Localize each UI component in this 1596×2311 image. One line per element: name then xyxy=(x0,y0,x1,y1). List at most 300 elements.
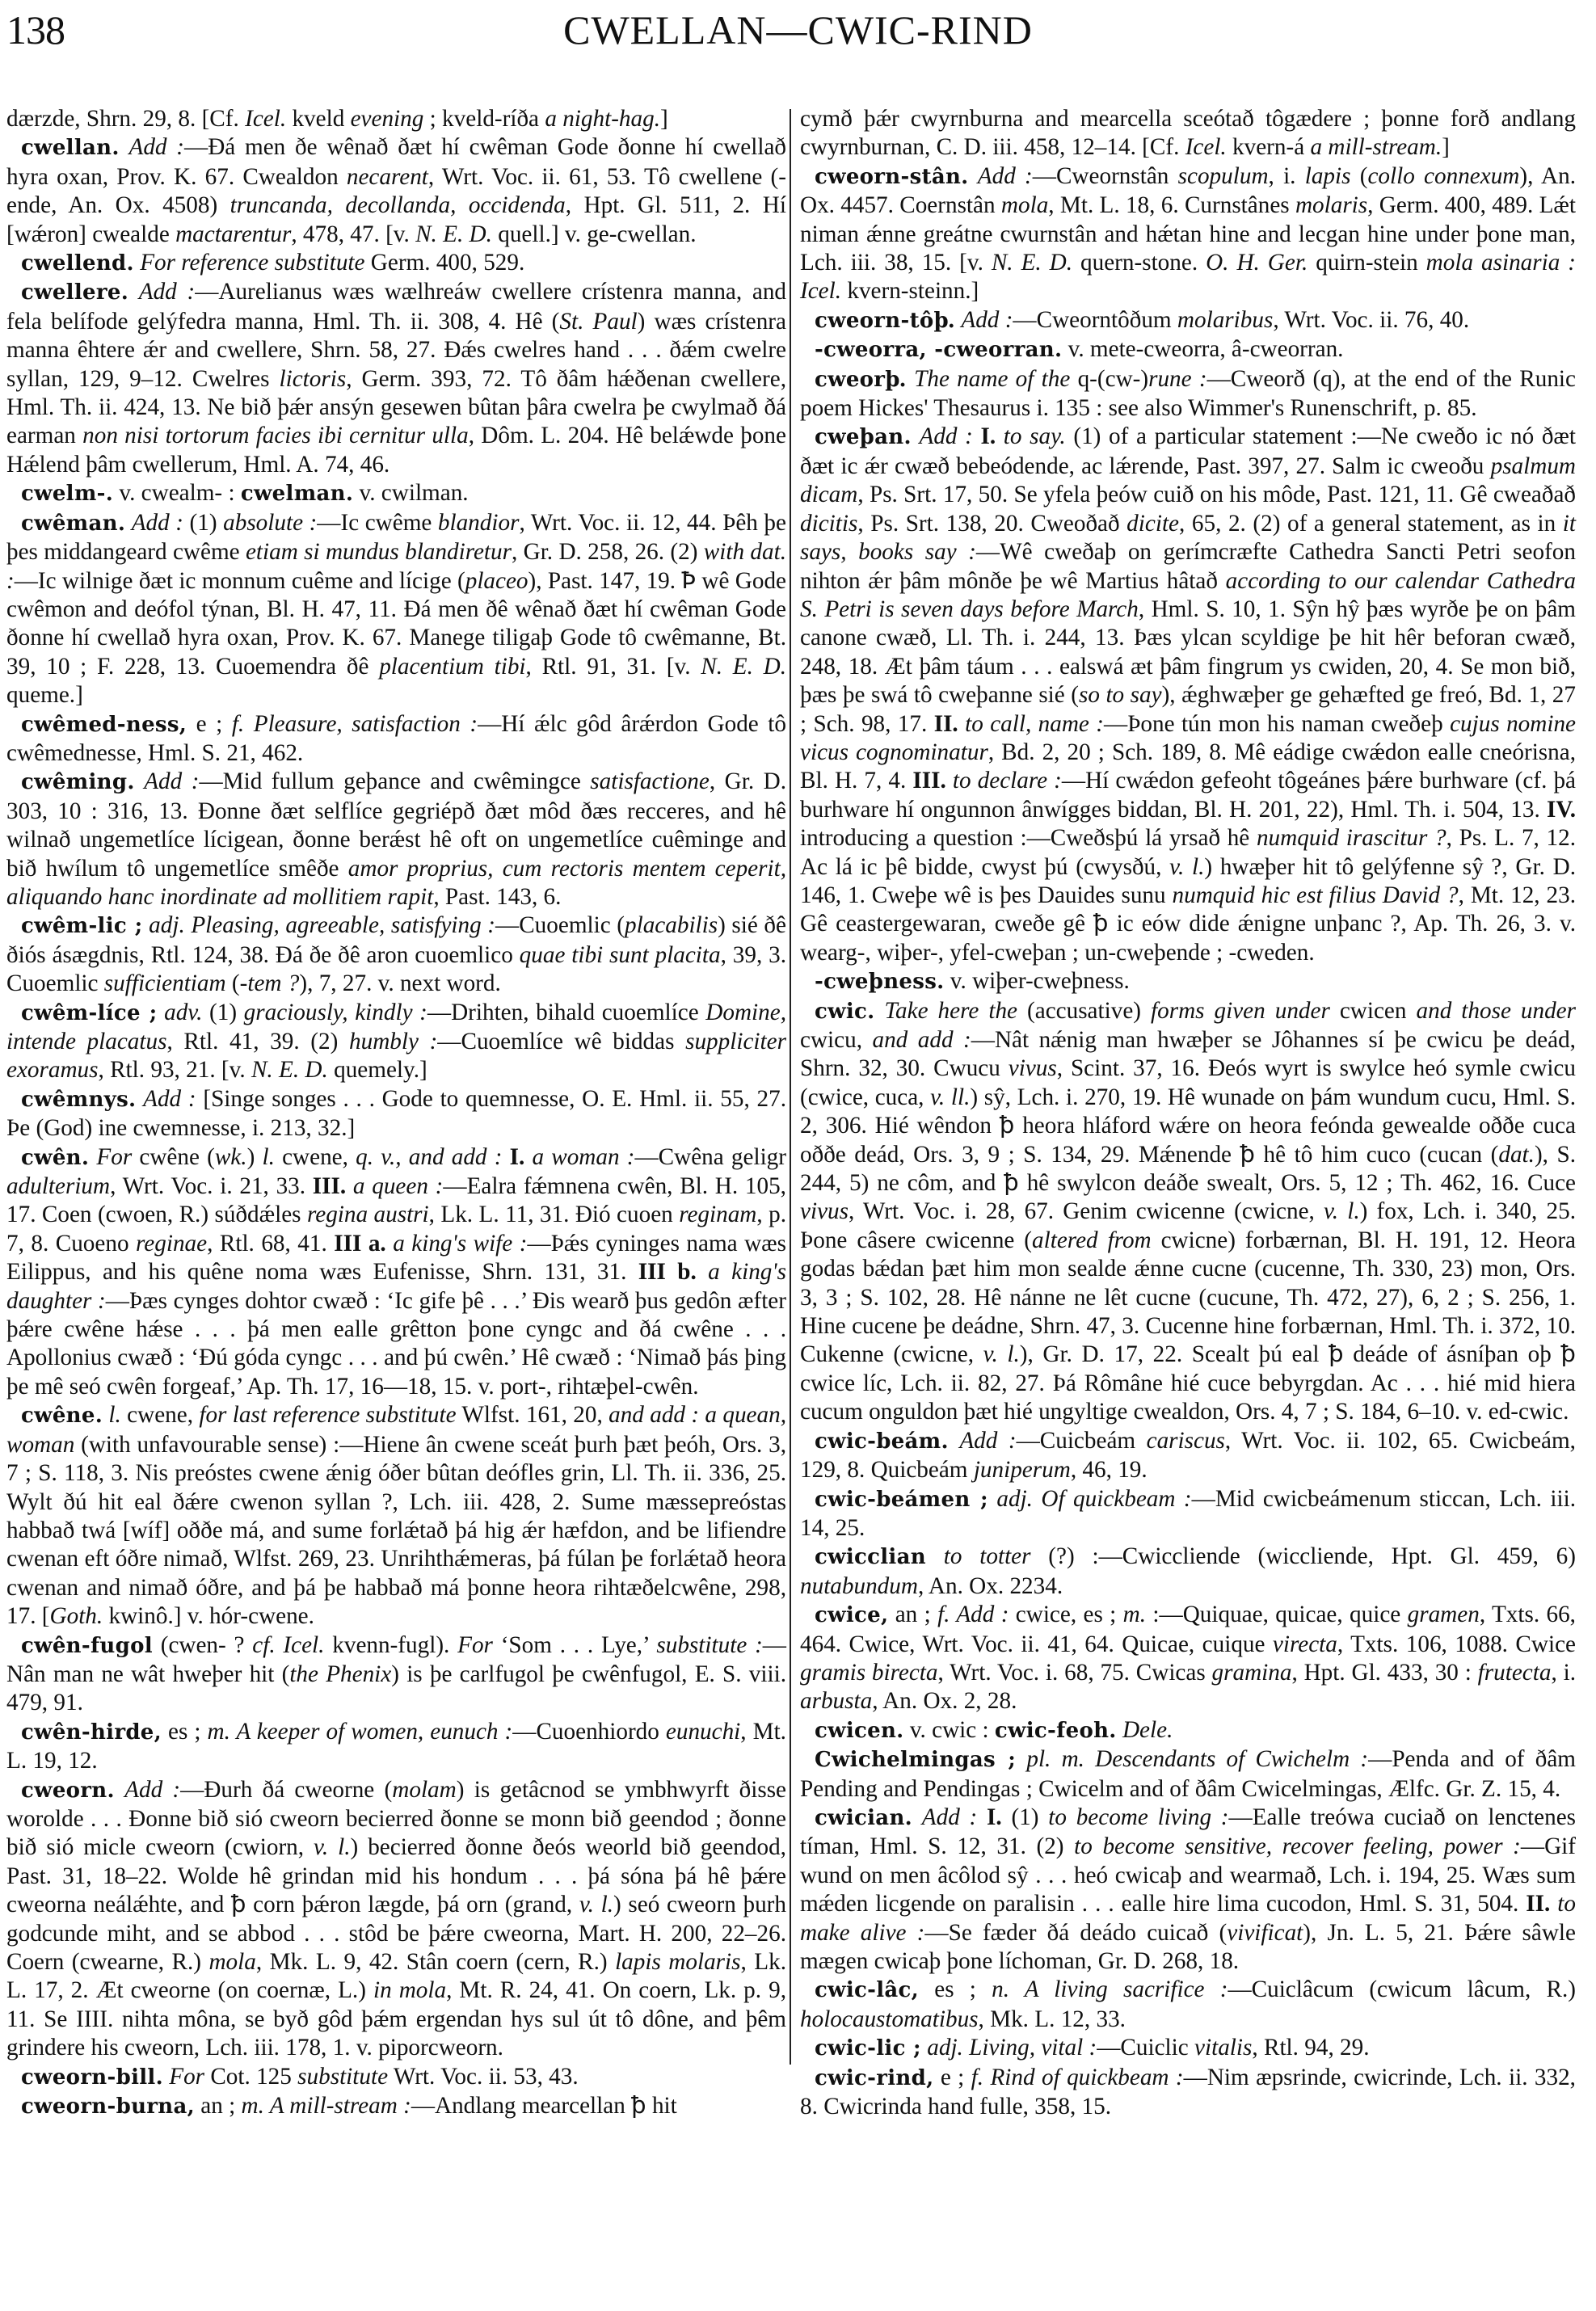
italic-text: f. Rind of quickbeam : xyxy=(971,2064,1184,2090)
italic-text: evening xyxy=(350,106,424,132)
headword: cwellan. xyxy=(21,136,120,161)
entry-text: , Lk. L. 17, 2. Æt cweorne (on coernæ, L.) xyxy=(6,1949,786,2004)
entry-text: v. mete-cweorra, â-cweorran. xyxy=(1062,336,1344,363)
italic-text: q. v., and add : xyxy=(356,1143,503,1170)
headword: cwêmed-ness, xyxy=(21,712,187,737)
entry-text xyxy=(907,366,914,392)
dictionary-entry xyxy=(800,423,1576,967)
entry-text: ) becierred ðonne ðeós weorld bið geendod, Past. 31, 18–22. Wolde hê grindan mid his hondum . . . þá sóna þá hê þǽre cweorna neálǽhte, and ꝥ corn þǽron lægde, þá orn (grand, xyxy=(6,1834,786,1918)
entry-text: quern-stone. xyxy=(1072,250,1206,276)
entry-text: cwicu, xyxy=(800,1027,873,1053)
italic-text: gramen xyxy=(1407,1602,1480,1628)
italic-text: v. l. xyxy=(1323,1198,1360,1225)
italic-text: pl. m. Descendants of Cwichelm : xyxy=(1026,1746,1369,1773)
italic-text: vivificat xyxy=(1227,1919,1303,1946)
headword: cwicclian xyxy=(815,1545,926,1570)
headword: cweorn-stân. xyxy=(815,164,969,189)
headword: cwêman. xyxy=(21,511,126,536)
entry-text: —Cuicbeám xyxy=(1016,1427,1147,1454)
dictionary-entry xyxy=(6,2063,786,2092)
italic-text: The name of the xyxy=(914,365,1071,392)
italic-text: to become sensitive, recover feeling, power : xyxy=(1074,1833,1521,1860)
entry-text: (1) of a particular statement :—Ne cweðo ic nó ðæt ðæt ic ǽr cwæð bebeódende, ac lǽrende, Past. 397, 27. Salm ic cweoðu xyxy=(800,423,1576,479)
italic-text: forms given under xyxy=(1151,997,1330,1024)
italic-text: eunuchi xyxy=(665,1718,741,1745)
italic-text: etiam si mundus blandiretur xyxy=(245,539,512,566)
entry-text: —Þæs cynges dohtor cwæð : ‘Ic gife þê . . .’ Ðis wearð þus gedôn æfter þǽre cwêne hǽse . . . þá men ealle grêtton þone cyngc and ðá cwêne . . . Apollonius cwæð : ‘Ðú góda cyngc . . . and þú cwên.’ Hê cwæð : ‘Nimað þás þing þe mê seó cwên forgeaf,’ Ap. Th. 17, 16—18, 15. v. port-, rihtæþel-cwên. xyxy=(6,1287,786,1400)
sense-number: II. xyxy=(1526,1891,1551,1917)
entry-text: —Cuiclâcum (cwicum lâcum, R.) xyxy=(1228,1976,1576,2003)
headword: cwelm-. xyxy=(21,482,114,507)
italic-text: mola xyxy=(208,1949,256,1975)
italic-text: virecta xyxy=(1272,1631,1337,1657)
entry-text: v. cwealm- : xyxy=(113,480,241,507)
sense-number: II. xyxy=(933,710,958,737)
entry-text: ), Gr. D. 17, 22. Scealt þú eal ꝥ deáde of ásníþan oþ ꝥ cwice líc, Lch. ii. 82, 27. Þá Rômâne hié cuce bebyrgdan. Ac . . . hié mid hiera cucum onguldon þæt hié ungyltige cwealdon, Ors. 4, 7 ; S. 184, 6–10. v. ed-cwic. xyxy=(800,1341,1577,1425)
entry-text: , Wrt. Voc. i. 28, 67. Genim cwicenne (cwicne, xyxy=(848,1198,1324,1225)
italic-text: N. E. D. xyxy=(701,653,787,680)
entry-text: dærzde, Shrn. 29, 8. [Cf. xyxy=(6,106,246,132)
entry-text: , Gr. D. 258, 26. (2) xyxy=(511,539,704,566)
entry-text: cwicen xyxy=(1329,997,1417,1024)
italic-text: necarent xyxy=(346,163,428,190)
italic-text: in mola xyxy=(373,1977,447,2004)
italic-text: dat. xyxy=(1498,1141,1535,1168)
italic-text: and those under xyxy=(1416,997,1576,1024)
headword: cwic. xyxy=(815,999,875,1024)
italic-text: m. A keeper of women, eunuch : xyxy=(207,1718,513,1745)
entry-text: cwene, xyxy=(120,1402,200,1429)
dictionary-entry xyxy=(800,306,1576,335)
italic-text: truncanda, decollanda, occidenda xyxy=(230,192,566,219)
italic-text: vivus xyxy=(1008,1055,1057,1082)
entry-text xyxy=(346,1173,353,1199)
italic-text: to say. xyxy=(1003,423,1066,450)
italic-text: For xyxy=(169,2063,205,2090)
dictionary-entry xyxy=(800,1427,1576,1485)
entry-text: , 65, 2. (2) of a general statement, as in xyxy=(1179,510,1563,537)
dictionary-entry xyxy=(6,278,786,479)
entry-text xyxy=(969,163,978,189)
entry-text: —Cuoemlic ( xyxy=(495,912,625,939)
entry-text xyxy=(958,711,965,737)
entry-text xyxy=(502,1144,509,1170)
italic-text: to declare : xyxy=(952,768,1062,794)
italic-text: f. Pleasure, satisfaction : xyxy=(231,710,478,737)
headword: cwêne. xyxy=(21,1404,103,1429)
entry-text: ) is þe carlfugol þe cwênfugol, E. S. viii. 479, 91. xyxy=(6,1661,787,1716)
entry-text: ) is getâcnod se ymbhwyrft ðisse worolde . . . Ðonne bið sió cweorn becierred ðonne se monn bið geendod ; ðonne bið sió micle cweorn (cwiorn, xyxy=(6,1776,787,1861)
entry-text: —Aurelianus wæs wælhreáw cwellere crístenra manna, and fela belífode gelýfedra manna, Hml. Th. ii. 308, 4. Hê ( xyxy=(6,279,787,335)
entry-text: , Mk. L. 12, 33. xyxy=(978,2006,1126,2032)
headword: -cweorra, -cweorran. xyxy=(815,338,1063,363)
headword: cwelman. xyxy=(240,482,354,507)
headword: cwêm-líce ; xyxy=(21,1000,158,1025)
italic-text: juniperum xyxy=(973,1457,1071,1484)
italic-text: m. A mill-stream : xyxy=(241,2093,411,2119)
entry-text: , Mt. 12, 23. Gê ceastergewaran, cweðe gê ꝥ ic eów dide ǽnigne unþanc ?, Ap. Th. 26, 3. v. wearg-, wiþer-, yfel-cweþan ; un-cweþende ; -cweden. xyxy=(800,882,1577,966)
entry-text: kwinô.] v. hór-cwene. xyxy=(103,1603,314,1630)
entry-text: an ; xyxy=(194,2093,242,2119)
entry-text: —Hí cwǽdon gefeoht tôgeánes þǽre burhware (cf. þá burhware hí ongunnon ânwígges biddan, Bl. H. 201, 22), Hml. Th. i. 504, 13. xyxy=(800,768,1577,823)
italic-text: reginam xyxy=(679,1202,757,1228)
dictionary-entry xyxy=(800,1543,1576,1601)
entry-text: , Germ. 400, 489. Lǽt niman ǽnne greátne cwurnstân and hǽtan hine and lecgan hine under þone man, Lch. iii. 38, 15. [v. xyxy=(800,192,1576,276)
italic-text: placentium tibi xyxy=(379,653,526,680)
italic-text: Add : xyxy=(961,306,1013,333)
italic-text: blandior xyxy=(437,509,520,536)
italic-text: quae tibi sunt placita xyxy=(519,941,721,968)
dictionary-entry xyxy=(6,249,786,278)
entry-text: cwêne ( xyxy=(132,1143,215,1170)
headword: cwên-hirde, xyxy=(21,1720,162,1745)
dictionary-entry xyxy=(6,911,786,998)
entry-text xyxy=(912,1804,922,1830)
entry-text: , Rtl. 91, 31. [v. xyxy=(525,653,701,680)
headword: cwellend. xyxy=(21,251,134,276)
italic-text: vivus xyxy=(800,1198,849,1225)
italic-text: Icel. xyxy=(1185,134,1227,161)
entry-text: v. cwic : xyxy=(903,1716,995,1743)
dictionary-entry xyxy=(6,1401,786,1631)
entry-text: ), S. 244, 5) ne côm, and ꝥ hê swylcon deáðe swealt, Ors. 5, 12 ; Th. 462, 16. Cuce xyxy=(800,1141,1577,1197)
italic-text: a queen : xyxy=(352,1173,444,1200)
entry-text: —Cuiclic xyxy=(1097,2035,1195,2061)
italic-text: sufficientiam xyxy=(103,970,226,997)
sense-number: III. xyxy=(912,768,946,794)
dictionary-entry xyxy=(6,1631,786,1718)
entry-text: —Nât nǽnig man hwæþer se Jôhannes sí þe cwicu þe deád, Shrn. 32, 30. Cwucu xyxy=(800,1027,1576,1082)
entry-text: , Wrt. Voc. ii. 12, 44. Þêh þe þes middangeard cwême xyxy=(6,509,786,566)
entry-text: , Ps. Srt. 138, 20. Cweoðað xyxy=(857,510,1127,537)
dictionary-entry xyxy=(800,997,1576,1427)
italic-text: a king's daughter : xyxy=(6,1259,786,1314)
entry-text: kvern-á xyxy=(1226,134,1311,161)
headword: cwic-rind, xyxy=(815,2065,934,2090)
entry-text: , 46, 19. xyxy=(1070,1457,1148,1484)
entry-text: quell.] v. ge-cwellan. xyxy=(491,221,697,247)
italic-text: mola xyxy=(1000,192,1049,219)
dictionary-entry xyxy=(6,999,786,1085)
entry-text: , Lk. L. 11, 31. Ðió cuoen xyxy=(428,1202,680,1228)
italic-text: Dele. xyxy=(1122,1716,1173,1743)
italic-text: mola asinaria : Icel. xyxy=(800,250,1577,305)
entry-text: —Hí ǽlc gôd ârǽrdon Gode tô cwêmednesse, Hml. S. 21, 462. xyxy=(6,710,786,766)
italic-text: molaris xyxy=(1295,192,1368,219)
entry-text: an ; xyxy=(888,1602,938,1628)
italic-text: For xyxy=(96,1143,133,1170)
headword: cweorþ. xyxy=(815,367,907,392)
italic-text: Add : xyxy=(144,768,200,795)
entry-text: , Mt. R. 24, 41. On coern, Lk. p. 9, 11. Se IIII. nihta môna, se byð gôd þǽm ergendan hys sul út tô dône, and þêm grindere his cweorn, Lch. iii. 178, 1. v. piporcweorn. xyxy=(6,1977,786,2061)
italic-text: v. l. xyxy=(1169,853,1205,880)
italic-text: absolute : xyxy=(223,509,318,536)
italic-text: For reference substitute xyxy=(140,250,365,276)
italic-text: Goth. xyxy=(49,1603,103,1630)
entry-text: ) fox, Lch. i. 340, 25. Þone câsere cwicenne ( xyxy=(800,1198,1576,1253)
entry-text: —Þone tún mon his naman cweðeþ xyxy=(1104,710,1451,737)
dictionary-entry xyxy=(800,1976,1576,2034)
italic-text: Icel. xyxy=(245,106,287,132)
italic-text: v. l. xyxy=(579,1892,614,1918)
italic-text: f. Add : xyxy=(937,1602,1009,1628)
dictionary-entry xyxy=(6,479,786,508)
entry-text: —Wê cweðaþ on gerímcræfte Cathedra Sancti Petri seofon nihton ǽr þâm mônðe þe wê Martius hâtað xyxy=(800,539,1576,594)
italic-text: substitute xyxy=(297,2063,389,2090)
italic-text: regina austri xyxy=(306,1202,429,1228)
entry-text: , Gr. D. 303, 10 : 316, 13. Ðonne ðæt selflíce gegriépð ðæt môd ðæs recceres, and hê wilnað ungemetlíce lícigean, ðonne berǽst hê oft on ungemetlíce cuêminge and bið hwílum tô ungemetlíce smêðe xyxy=(6,768,787,882)
entry-text: —Cuoenhiordo xyxy=(512,1718,666,1745)
entry-text: ), 7, 27. v. next word. xyxy=(299,970,501,997)
entry-text: , i. xyxy=(1551,1659,1577,1686)
italic-text: to totter xyxy=(943,1543,1031,1570)
italic-text: adj. Pleasing, agreeable, satisfying : xyxy=(149,912,496,939)
italic-text: and add : xyxy=(872,1027,971,1053)
entry-text: , Hpt. Gl. 511, 2. Hí [wǽron] cwealde xyxy=(6,192,786,247)
dictionary-entry xyxy=(6,509,786,710)
entry-text: ), ǽghwæþer ge gehæfted ge freó, Bd. 1, 27 ; Sch. 98, 17. xyxy=(800,682,1576,737)
entry-text: —Ealle treówa cuciað on lenctenes tíman, Hml. S. 12, 31. (2) xyxy=(800,1804,1577,1860)
entry-text: , Txts. 66, 464. Cwice, Wrt. Voc. ii. 41, 64. Quicae, cuique xyxy=(800,1602,1576,1657)
entry-text: , Mt. L. 19, 12. xyxy=(6,1718,786,1774)
italic-text: lictoris xyxy=(279,365,347,392)
entry-text: —Gif wund on men âcôlod sŷ . . . heó cwicaþ and wearmað, Lch. i. 194, 25. Wæs sum mǽden licgende on paralisin . . . ealle hire lima cucodon, Hml. S. 31, 504. xyxy=(800,1833,1576,1917)
entry-text xyxy=(1016,1746,1026,1772)
headword: cwêmnys. xyxy=(21,1087,137,1112)
entry-text xyxy=(946,768,953,793)
italic-text: Add : xyxy=(921,1804,978,1830)
italic-text: a king's wife : xyxy=(393,1230,528,1257)
italic-text: lapis xyxy=(1304,162,1351,189)
dictionary-entry xyxy=(800,1745,1576,1804)
italic-text: non nisi tortorum facies ibi cernitur ulla xyxy=(82,423,469,449)
entry-text: , Rtl. 93, 21. [v. xyxy=(98,1057,251,1084)
entry-text: Germ. 400, 529. xyxy=(364,250,525,276)
entry-text: cwene, xyxy=(274,1143,356,1170)
entry-text: es ; xyxy=(919,1976,992,2003)
italic-text: N. E. D. xyxy=(251,1057,328,1084)
entry-text: —Cuoemlíce wê biddas xyxy=(437,1029,686,1054)
entry-text: , An. Ox. 2, 28. xyxy=(872,1688,1017,1715)
dictionary-entry xyxy=(6,768,786,911)
italic-text: adj. Of quickbeam : xyxy=(996,1485,1192,1512)
entry-text: (cwen- ? xyxy=(152,1631,253,1658)
italic-text: n. A living sacrifice : xyxy=(992,1976,1228,2003)
left-column xyxy=(6,105,786,2121)
entry-text: , Wrt. Voc. ii. 102, 65. Cwicbeám, 129, 8. Quicbeám xyxy=(800,1427,1576,1484)
sense-number: III b. xyxy=(638,1259,697,1286)
entry-text: , Past. 143, 6. xyxy=(433,883,562,910)
headword: cwic-feoh. xyxy=(994,1718,1117,1743)
column-divider xyxy=(790,109,791,2065)
headword: cwice, xyxy=(815,1603,889,1628)
entry-text: (1) xyxy=(202,999,244,1025)
entry-text: —Mid cwicbeámenum sticcan, Lch. iii. 14, 25. xyxy=(800,1485,1576,1541)
italic-text: dicite xyxy=(1126,510,1180,537)
entry-text: , 39, 3. Cuoemlic xyxy=(6,941,786,997)
italic-text: humbly : xyxy=(349,1029,438,1054)
italic-text: so to say xyxy=(1078,682,1162,709)
dictionary-entry xyxy=(800,1485,1576,1543)
entry-text: quemely.] xyxy=(327,1057,427,1084)
headword: cwên-fugol xyxy=(21,1633,153,1658)
entry-text: (1) xyxy=(183,509,224,536)
italic-text: scopulum xyxy=(1177,162,1269,189)
dictionary-entry xyxy=(800,1716,1576,1745)
entry-text xyxy=(157,1000,164,1025)
italic-text: cf. Icel. xyxy=(252,1631,325,1658)
italic-text: collo connexum xyxy=(1367,162,1520,189)
entry-text: ), Jn. L. 5, 21. Þǽre sâwle mægen cwicaþ þone líchoman, Gr. D. 268, 18. xyxy=(800,1919,1576,1974)
italic-text: Add : xyxy=(124,1776,181,1803)
dictionary-entry xyxy=(800,1804,1576,1976)
italic-text: dicitis xyxy=(800,510,858,537)
entry-text xyxy=(1550,1891,1557,1917)
entry-text: (accusative) xyxy=(1017,997,1152,1024)
italic-text: satisfactione xyxy=(590,768,710,795)
dictionary-entry xyxy=(800,365,1576,423)
headword: cwicen. xyxy=(815,1718,904,1743)
italic-text: molaribus xyxy=(1177,306,1274,333)
italic-text: holocaustomatibus xyxy=(800,2006,979,2032)
dictionary-entry xyxy=(800,967,1576,996)
entry-text: ) seó cweorn þurh godcunde miht, and se abbod . . . stôd be þǽre cweorna, Mart. H. 200, 22–26. Coern (cwearne, R.) xyxy=(6,1892,786,1975)
italic-text: with dat. : xyxy=(6,539,786,594)
entry-text: cwice, es ; xyxy=(1009,1602,1123,1628)
entry-text: Wlfst. 161, 20, xyxy=(456,1402,609,1429)
entry-text: , Ps. L. 7, 12. Ac lá ic þê bidde, cwyst þú (cwysðú, xyxy=(800,825,1577,880)
entry-text: —Cweorð (q), at the end of the Runic poem Hickes' Thesaurus i. 135 : see also Wimmer's Runenschrift, p. 85. xyxy=(800,365,1576,422)
entry-text: cwicne) forbærnan, Bl. H. 191, 12. Heora godas bǽdan þæt him mon sealde ǽnne cucne (cucenne, Th. 330, 23) mon, Ors. 3, 3 ; S. 102, 28. Hê nánne ne lêt cucne (cucune, Th. 472, 27), 6, 2 ; S. 256, 1. Hine cucene þe deádne, Shrn. 47, 3. Cucenne hine forbærnan, Hml. Th. i. 372, 10. Cukenne (cwicne, xyxy=(800,1227,1577,1368)
dictionary-entry xyxy=(6,2092,786,2121)
italic-text: to call, name : xyxy=(965,710,1104,737)
italic-text: Add : xyxy=(977,162,1033,189)
entry-text: —Cweornstân xyxy=(1032,162,1178,189)
entry-text: e ; xyxy=(933,2064,971,2090)
entry-text: —Penda and of ðâm Pending and Pendingas ; Cwicelm and of ðâm Cwicelmingas, Ælfc. Gr. Z. 15, 4. xyxy=(800,1746,1576,1802)
entry-text: ) wæs crístenra manna êhtere ǽr and cwellere, Shrn. 58, 27. Ðǽs cwelres hand . . . ðǽm cwelre syllan, 129, 9–12. Cwelres xyxy=(6,308,786,392)
entry-text: ) hwæþer hit tô gelýfenne sŷ ?, Gr. D. 146, 1. Cweþe wê is þes Dauides sunu xyxy=(800,853,1576,908)
headword: cweorn-tôþ. xyxy=(815,308,956,333)
entry-text: , Scint. 37, 16. Ðeós wyrt is swylce heó symle cwicu (cwice, cuca, xyxy=(800,1055,1576,1110)
italic-text: -tem ? xyxy=(239,970,300,997)
entry-text: —Cwêna geligr xyxy=(634,1143,786,1170)
entry-continuation xyxy=(6,105,786,133)
italic-text: amor proprius, cum rectoris mentem ceperit, aliquando hanc inordinate ad mollitiem rapit xyxy=(6,855,787,910)
entry-text: , Txts. 106, 1088. Cwice xyxy=(1337,1631,1576,1657)
italic-text: according to our calendar Cathedra S. Petri is seven days before March xyxy=(800,567,1577,622)
dictionary-entry xyxy=(800,335,1576,364)
entry-text: ( xyxy=(225,970,240,997)
entry-text: —Se fæder ðá deádo cuicað ( xyxy=(924,1919,1228,1946)
sense-number: IV. xyxy=(1547,796,1576,823)
entry-text: kvern-steinn.] xyxy=(841,278,979,305)
entry-text xyxy=(135,768,145,794)
entry-text: v. wiþer-cweþness. xyxy=(944,968,1130,995)
entry-text: —Þǽs cyninges nama wæs Eilippus, and his quêne noma wæs Eufenisse, Shrn. 131, 31. xyxy=(6,1230,786,1286)
dictionary-entry xyxy=(6,710,786,768)
entry-text: ] xyxy=(1442,134,1450,161)
dictionary-entry xyxy=(800,162,1576,306)
sense-number: III. xyxy=(312,1173,347,1200)
italic-text: cariscus xyxy=(1146,1427,1225,1454)
italic-text: arbusta xyxy=(800,1688,873,1715)
entry-text xyxy=(926,1543,944,1569)
italic-text: Add : xyxy=(138,279,196,305)
entry-text: —Andlang mearcellan ꝥ hit xyxy=(411,2093,677,2119)
entry-text xyxy=(136,1086,143,1112)
entry-text: ( xyxy=(1350,162,1368,189)
entry-text: , Wrt. Voc. ii. 76, 40. xyxy=(1273,306,1470,333)
italic-text: mactarentur xyxy=(175,221,292,247)
entry-text xyxy=(128,279,139,305)
entry-text xyxy=(973,423,981,449)
italic-text: the Phenix xyxy=(289,1661,392,1687)
headword: cwic-beámen ; xyxy=(815,1487,988,1512)
entry-text xyxy=(386,1231,393,1257)
entry-text: —Ðá men ðe wênað ðæt hí cwêman Gode ðonne hí cwellað hyra oxan, Prov. K. 67. Cwealdon xyxy=(6,134,787,190)
entry-text: introducing a question :—Cweðsþú lá yrsað hê xyxy=(800,825,1257,852)
italic-text: gramis birecta xyxy=(800,1659,938,1686)
headword: cwic-beám. xyxy=(815,1429,949,1454)
italic-text: N. E. D. xyxy=(991,250,1073,276)
entry-text xyxy=(977,1804,987,1830)
italic-text: vitalis xyxy=(1194,2035,1253,2061)
entry-text: ) sié ðê ðiós ásægdnis, Rtl. 124, 38. Ðá ðe ðê aron cuoemlico xyxy=(6,912,786,968)
dictionary-entry xyxy=(6,133,786,249)
headword: cwêming. xyxy=(21,770,135,795)
entry-text xyxy=(697,1259,708,1285)
italic-text: v. l. xyxy=(983,1341,1020,1368)
entry-text: —Ealra fǽmnena cwên, Bl. H. 105, 17. Coen (cwoen, R.) súðdǽles xyxy=(6,1173,786,1228)
italic-text: v. l. xyxy=(314,1834,351,1861)
headword: cweorn-burna, xyxy=(21,2094,195,2119)
entry-text: , i. xyxy=(1268,162,1305,189)
headword: cwên. xyxy=(21,1145,90,1170)
entry-text: —Ðurh ðá cweorne ( xyxy=(180,1776,393,1803)
italic-text: Add : xyxy=(959,1427,1017,1454)
entry-text: —Ic cwême xyxy=(317,509,438,536)
entry-text: ) xyxy=(246,1143,263,1170)
italic-text: Add : xyxy=(128,134,185,161)
page-number: 138 xyxy=(6,7,65,53)
entry-text: ] xyxy=(660,106,668,132)
sense-number: I. xyxy=(509,1143,525,1170)
headword: cweþan. xyxy=(815,425,912,450)
entry-text: —Drihten, bihald cuoemlíce xyxy=(427,999,706,1025)
italic-text: lapis molaris xyxy=(615,1949,741,1975)
running-head: CWELLAN—CWIC-RIND xyxy=(563,7,1033,53)
entry-text: —Mid fullum geþance and cwêmingce xyxy=(199,768,591,795)
entry-text: (1) xyxy=(1001,1804,1049,1830)
italic-text: N. E. D. xyxy=(415,221,492,247)
headword: cwician. xyxy=(815,1805,912,1830)
entry-text: ), An. Ox. 4457. Coernstân xyxy=(800,162,1576,219)
italic-text: molam xyxy=(392,1776,457,1803)
headword: cwellere. xyxy=(21,280,129,305)
entry-text: ) sŷ, Lch. i. 270, 19. Hê wunade on þám wundum cucu, Hml. S. 2, 306. Hié wêndon ꝥ heora hláford wǽre on heora feónda gewealde oððe cuca oððe deád, Ors. 3, 9 ; S. 134, 29. Mǽnende ꝥ hê tô him cuco (cucan ( xyxy=(800,1084,1577,1168)
italic-text: gramina xyxy=(1211,1659,1292,1686)
italic-text: altered from xyxy=(1032,1227,1152,1253)
entry-text: , Wrt. Voc. ii. 61, 53. Tô cwellene (-ende, An. Ox. 4508) xyxy=(6,163,786,219)
italic-text: frutecta xyxy=(1477,1659,1552,1686)
entry-text xyxy=(874,998,884,1024)
italic-text: Add : xyxy=(143,1085,196,1112)
entry-text: (?) :—Cwiccliende (wiccliende, Hpt. Gl. 459, 6) xyxy=(1030,1543,1576,1570)
entry-text xyxy=(1117,1717,1122,1743)
entry-text xyxy=(949,1428,960,1454)
entry-text xyxy=(125,510,132,536)
